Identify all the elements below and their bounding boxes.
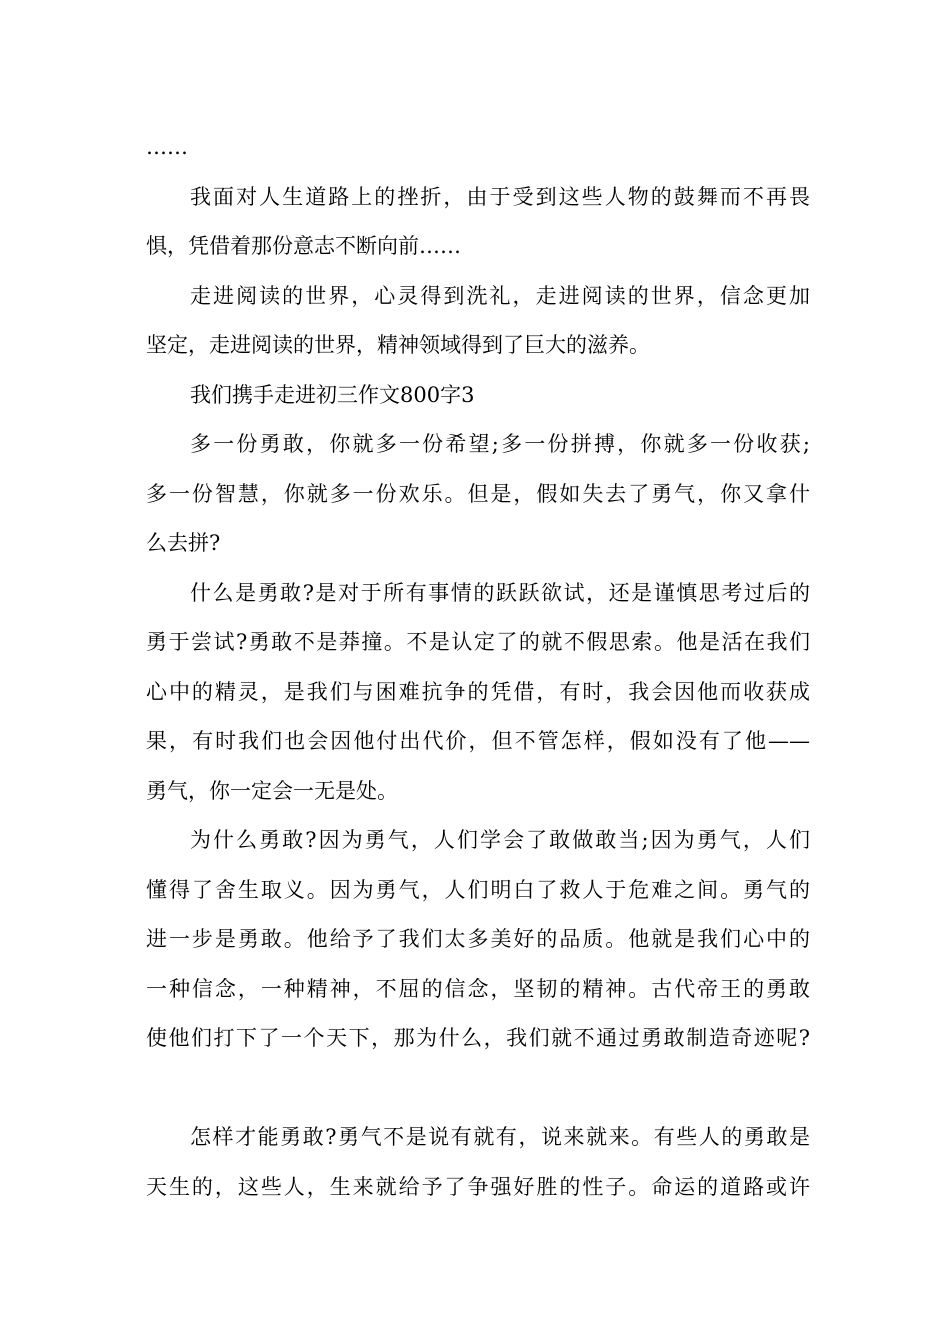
paragraph-line: 为什么勇敢?因为勇气，人们学会了敢做敢当;因为勇气，人们 [190, 828, 810, 852]
paragraph-line: 什么是勇敢?是对于所有事情的跃跃欲试，还是谨慎思考过后的 [190, 580, 810, 605]
paragraph-line: 勇于尝试?勇敢不是莽撞。不是认定了的就不假思索。他是活在我们 [146, 630, 810, 654]
paragraph-line: 么去拼? [146, 531, 221, 555]
paragraph-line: 天生的，这些人，生来就给予了争强好胜的性子。命运的道路或许 [146, 1174, 810, 1199]
paragraph-line: 坚定，走进阅读的世界，精神领域得到了巨大的滋养。 [146, 333, 650, 357]
paragraph-line: 多一份勇敢，你就多一份希望;多一份拼搏，你就多一份收获; [190, 432, 810, 456]
text-line: …… [146, 135, 188, 159]
paragraph-line: 怎样才能勇敢?勇气不是说有就有，说来就来。有些人的勇敢是 [190, 1125, 810, 1149]
paragraph-line: 多一份智慧，你就多一份欢乐。但是，假如失去了勇气，你又拿什 [146, 481, 810, 506]
paragraph-line: 使他们打下了一个天下，那为什么，我们就不通过勇敢制造奇迹呢? [146, 1026, 810, 1050]
paragraph-line: 果，有时我们也会因他付出代价，但不管怎样，假如没有了他—— [146, 729, 810, 753]
paragraph-line: 惧，凭借着那份意志不断向前…… [146, 234, 461, 258]
paragraph-line: 走进阅读的世界，心灵得到洗礼，走进阅读的世界，信念更加 [190, 283, 810, 308]
paragraph-line: 我面对人生道路上的挫折，由于受到这些人物的鼓舞而不再畏 [190, 184, 810, 209]
paragraph-line: 勇气，你一定会一无是处。 [146, 778, 398, 803]
paragraph-line: 懂得了舍生取义。因为勇气，人们明白了救人于危难之间。勇气的 [146, 877, 810, 902]
paragraph-gap [146, 1064, 810, 1114]
paragraph-line: 进一步是勇敢。他给予了我们太多美好的品质。他就是我们心中的 [146, 927, 810, 951]
paragraph-line: 心中的精灵，是我们与困难抗争的凭借，有时，我会因他而收获成 [146, 679, 810, 704]
document-body [146, 123, 810, 1212]
section-heading: 我们携手走进初三作文800字3 [190, 382, 475, 407]
paragraph-line: 一种信念，一种精神，不屈的信念，坚韧的精神。古代帝王的勇敢 [146, 976, 810, 1001]
